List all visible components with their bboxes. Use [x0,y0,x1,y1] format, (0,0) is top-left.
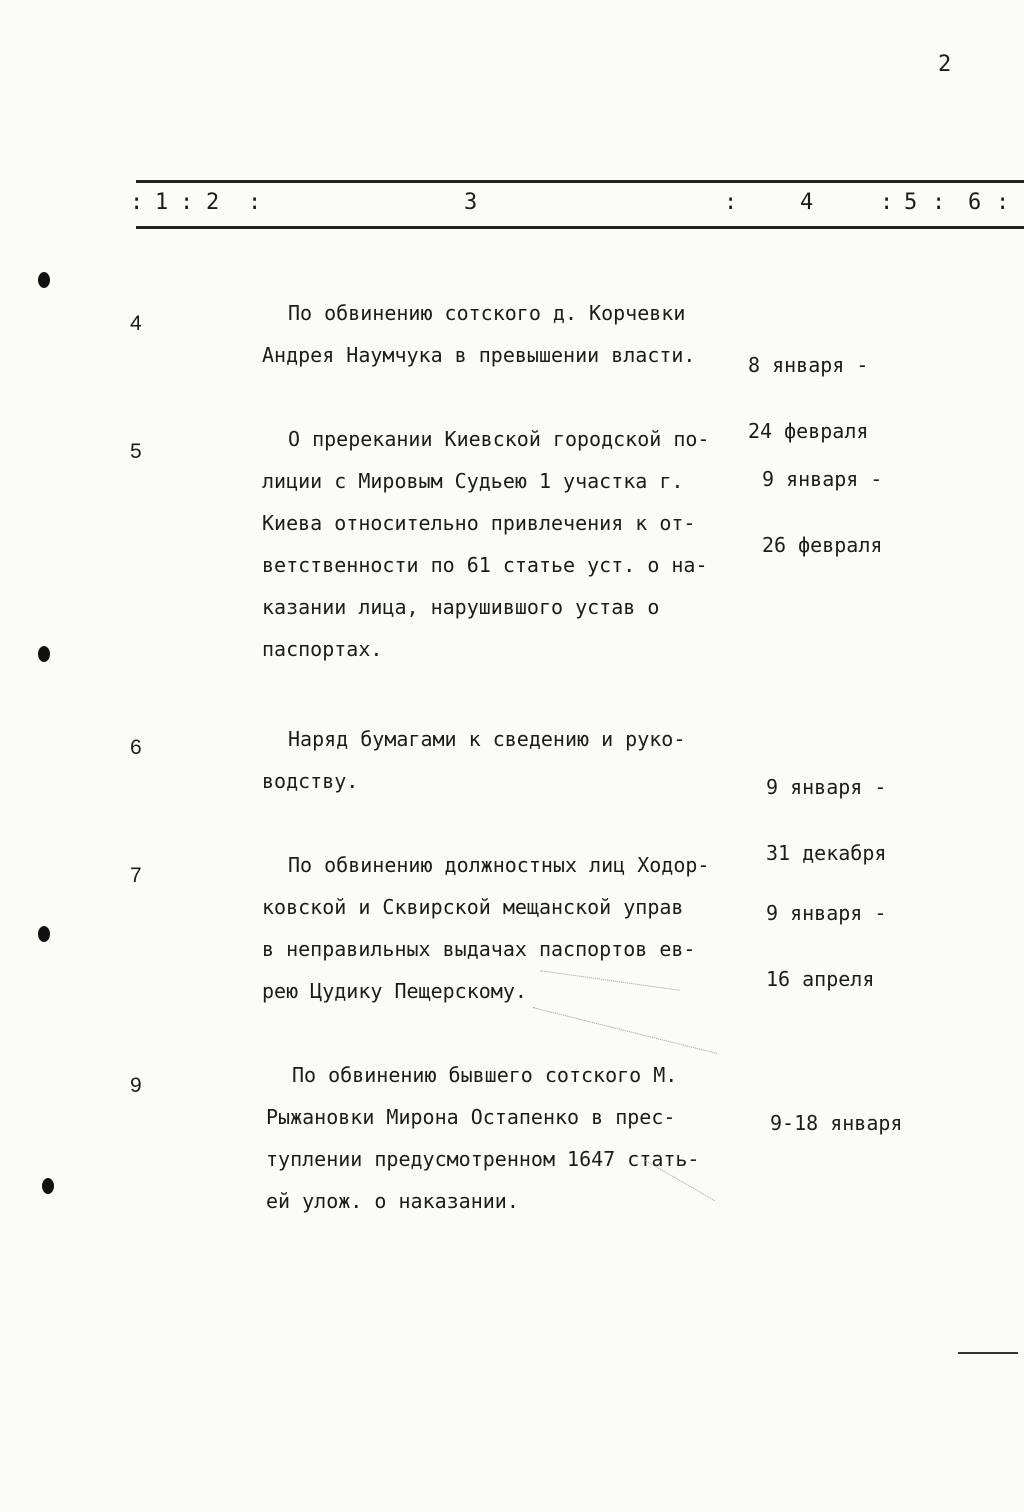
header-rule-top [136,180,1024,183]
description-line: казании лица, нарушившого устав о [262,595,660,619]
description-line: Наряд бумагами к сведению и руко- [288,727,686,751]
margin-dash [958,1352,1018,1354]
column-header-5: 5 [904,190,918,215]
date-start: 9 января - [762,467,883,491]
column-header-2: 2 [206,190,220,215]
date-start: 9-18 января [770,1111,903,1135]
entry-dates [770,1068,902,1222]
column-header-1: 1 [155,190,169,215]
date-start: 9 января - [766,901,887,925]
description-line: По обвинению бывшего сотского М. [292,1063,678,1087]
column-separator: : [248,190,262,215]
page-number: 2 [938,52,952,77]
column-separator: : [180,190,194,215]
description-line: ковской и Сквирской мещанской управ [262,895,684,919]
punch-hole [42,1178,54,1194]
description-line: туплении предусмотренном 1647 стать- [266,1147,700,1171]
description-line: ветственности по 61 статье уст. о на- [262,553,708,577]
description-line: лиции с Мировым Судьею 1 участка г. [262,469,684,493]
entry-number: 7 [130,864,142,887]
entry-description [266,1054,746,1222]
column-separator: : [932,190,946,215]
column-separator: : [996,190,1010,215]
date-end: 24 февраля [748,419,869,443]
punch-hole [38,272,50,288]
column-header-6: 6 [968,190,982,215]
entry-number: 4 [130,312,142,335]
description-line: О пререкании Киевской городской по- [288,427,710,451]
description-line: паспортах. [262,637,383,661]
date-end: 16 апреля [766,967,875,991]
description-line: водству. [262,769,359,793]
entry-description [262,292,742,376]
description-line: ей улож. о наказании. [266,1189,519,1213]
description-line: Рыжановки Мирона Остапенко в прес- [266,1105,676,1129]
entry-description [262,718,742,802]
date-end: 26 февраля [762,533,883,557]
column-header-3: 3 [464,190,478,215]
description-line: Андрея Наумчука в превышении власти. [262,343,696,367]
column-header-4: 4 [800,190,814,215]
description-line: По обвинению сотского д. Корчевки [288,301,686,325]
entry-description [262,418,742,670]
description-line: По обвинению должностных лиц Ходор- [288,853,710,877]
punch-hole [38,646,50,662]
description-line: рею Цудику Пещерскому. [262,979,527,1003]
punch-hole [38,926,50,942]
entry-description [262,844,742,1012]
column-separator: : [880,190,894,215]
entry-dates [766,858,886,1034]
column-separator: : [724,190,738,215]
date-start: 9 января - [766,775,887,799]
date-start: 8 января - [748,353,869,377]
description-line: Киева относительно привлечения к от- [262,511,696,535]
entry-number: 9 [130,1074,142,1097]
entry-number: 6 [130,736,142,759]
column-separator: : [130,190,144,215]
entry-number: 5 [130,440,142,463]
scan-mark [533,1007,718,1054]
header-rule-bottom [136,226,1024,229]
description-line: в неправильных выдачах паспортов ев- [262,937,696,961]
date-end: 31 декабря [766,841,887,865]
entry-dates [762,424,882,600]
